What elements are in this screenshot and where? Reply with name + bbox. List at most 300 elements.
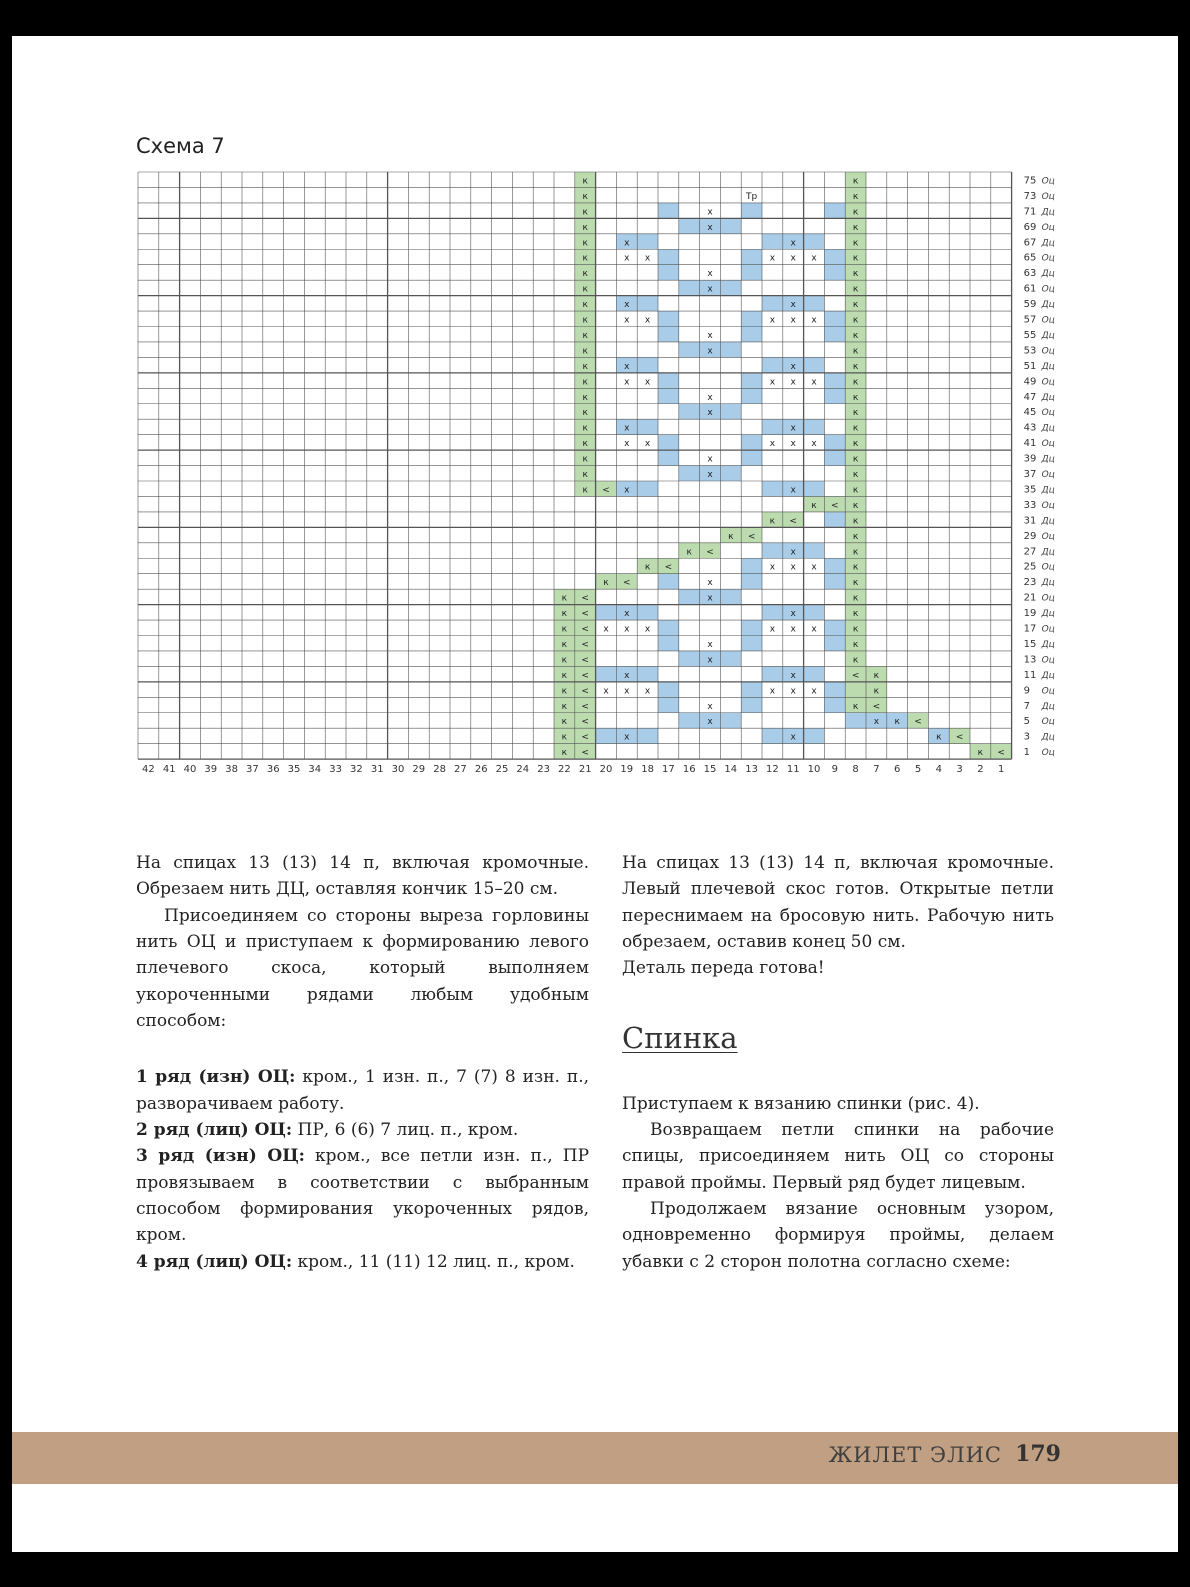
row-1-text: кром., 1 изн. п., 7 (7) 8 изн. п., разворачиваем работу. [136,1067,589,1114]
chart-column-label: 31 [370,764,384,776]
chart-symbol: x [790,670,796,681]
paragraph-shoulder-intro: Присоединяем со стороны выреза горловины нить ОЦ и приступаем к формированию левого плечевого скоса, который выполняем укороченными рядами любым удобным способом: [136,905,589,1032]
chart-column-label: 12 [766,764,779,776]
chart-symbol: к [852,176,859,187]
chart-symbol: < [872,701,881,712]
chart-row-number: 15 [1023,638,1037,650]
chart-cell-pattern [637,728,658,743]
chart-cell-pattern [804,419,825,434]
chart-symbol: к [852,253,859,264]
chart-column-label: 35 [287,764,301,776]
chart-symbol: к [561,593,568,604]
chart-symbol: x [644,624,651,635]
chart-cell-pattern [804,234,825,249]
chart-symbol: x [707,470,713,480]
chart-column-label: 10 [807,764,821,776]
row-instruction-2 [136,1117,589,1143]
chart-symbol: к [582,454,588,465]
chart-column-label: 32 [350,764,363,776]
chart-symbol: к [561,732,568,743]
chart-cell-pattern [762,605,783,620]
chart-column-label: 5 [914,764,922,776]
chart-symbol: < [581,655,589,666]
chart-symbol: к [852,578,859,589]
chart-symbol: к [561,609,568,620]
chart-symbol: < [581,701,589,712]
chart-symbol: к [561,639,568,650]
chart-cell-pattern [720,589,741,604]
chart-symbol: x [624,624,630,635]
chart-symbol: x [811,439,817,450]
chart-symbol: к [852,222,859,233]
chart-symbol: к [852,562,859,573]
chart-row-color-code: Оц [1041,748,1055,759]
chart-row-number: 71 [1023,206,1037,218]
chart-symbol: < [831,500,839,511]
chart-symbol: к [852,470,859,480]
chart-cell-pattern [658,373,679,388]
chart-row-number: 29 [1023,530,1037,542]
chart-row-color-code: Дц [1041,701,1055,712]
chart-symbol: к [852,439,859,450]
chart-cell-pattern [658,311,679,326]
chart-symbol: к [582,330,588,341]
chart-row-color-code: Оц [1041,176,1055,187]
chart-symbol: x [707,269,713,280]
chart-cell-pattern [762,728,783,743]
chart-symbol: x [644,253,651,264]
chart-cell-pattern [824,682,845,697]
chart-symbol: к [852,191,859,202]
chart-row-number: 57 [1023,314,1037,326]
chart-row-number: 75 [1023,175,1037,187]
chart-cell-pattern [762,357,783,372]
chart-symbol: < [851,670,860,681]
chart-cell-pattern [658,697,679,712]
chart-cell-pattern [658,265,679,280]
chart-row-color-code: Дц [1041,547,1055,558]
section-heading: Спинка [622,1020,738,1055]
chart-row-color-code: Дц [1041,300,1055,311]
chart-cell-pattern [596,666,617,681]
chart-symbol: x [603,624,609,635]
chart-symbol: x [790,361,796,372]
chart-symbol: к [852,361,859,372]
chart-symbol: < [664,562,673,573]
chart-row-color-code: Дц [1041,423,1055,434]
chart-cell-pattern [804,481,825,496]
chart-symbol: к [582,485,588,496]
chart-symbol: x [707,408,713,419]
chart-symbol: < [997,748,1005,759]
chart-column-label: 41 [162,764,176,776]
chart-cell-pattern [720,466,741,481]
chart-cell-pattern [679,342,700,357]
row-2-text: ПР, 6 (6) 7 лиц. п., кром. [292,1120,519,1141]
left-text-column [136,850,589,1275]
chart-symbol: к [561,655,568,666]
chart-row-number: 31 [1023,515,1037,527]
chart-cell-pattern [741,558,762,573]
chart-row-color-code: Оц [1041,253,1055,264]
chart-symbol: к [582,300,588,311]
chart-symbol: < [581,609,589,620]
chart-cell-pattern [720,404,741,419]
chart-cell-pattern [741,249,762,264]
chart-symbol: к [852,500,859,511]
chart-cell-pattern [679,589,700,604]
chart-symbol: x [790,485,796,496]
chart-cell-pattern [741,373,762,388]
chart-column-label: 6 [894,764,901,776]
chart-row-color-code: Оц [1041,655,1055,666]
chart-column-label: 29 [412,764,426,776]
chart-symbol: к [582,392,588,403]
chart-cell-pattern [824,203,845,218]
chart-column-label: 17 [662,764,675,776]
chart-symbol: x [707,578,713,589]
chart-column-label: 14 [724,764,738,776]
chart-cell-pattern [720,651,741,666]
chart-cell-pattern [658,636,679,651]
chart-symbol: к [852,423,859,434]
chart-symbol: x [624,315,630,326]
chart-symbol: < [623,578,631,589]
chart-cell-pattern [762,543,783,558]
chart-symbol: x [624,300,630,311]
chart-column-label: 23 [537,764,550,776]
chart-symbol: x [790,439,796,450]
chart-column-label: 22 [558,764,571,776]
chart-cell-pattern [824,620,845,635]
chart-cell-pattern [824,697,845,712]
chart-symbol: к [936,732,942,743]
chart-cell-pattern [658,620,679,635]
chart-symbol: к [852,269,859,280]
row-4-text: кром., 11 (11) 12 лиц. п., кром. [292,1251,575,1272]
chart-symbol: к [852,207,859,218]
chart-symbol: к [852,238,859,249]
chart-symbol: x [769,562,776,573]
chart-symbol: к [561,670,568,681]
chart-row-color-code: Оц [1041,284,1055,295]
chart-column-label: 39 [204,764,218,776]
chart-symbol: x [707,284,713,295]
chart-symbol: к [852,392,859,403]
chart-column-label: 38 [225,764,238,776]
paragraph-return-stitches: Возвращаем петли спинки на рабочие спицы, присоединяем нить ОЦ со стороны правой проймы. Первый ряд будет лицевым. [622,1120,1054,1193]
chart-row-color-code: Дц [1041,207,1055,218]
chart-column-label: 9 [831,764,838,776]
chart-cell-pattern [824,327,845,342]
chart-row-number: 39 [1023,453,1037,465]
chart-row-color-code: Оц [1041,593,1055,604]
chart-symbol: к [561,748,568,759]
chart-row-number: 27 [1023,546,1037,558]
chart-row-color-code: Оц [1041,531,1055,542]
chart-symbol: к [603,578,609,589]
chart-symbol: к [728,531,734,542]
chart-symbol: к [811,500,817,511]
chart-cell-pattern [658,327,679,342]
chart-cell-pattern [824,512,845,527]
chart-row-number: 3 [1023,731,1030,743]
chart-symbol: x [707,392,713,403]
chart-symbol: x [707,717,713,728]
chart-row-color-code: Оц [1041,562,1055,573]
chart-cell-pattern [741,697,762,712]
chart-symbol: x [790,238,796,249]
chart-column-label: 34 [308,764,322,776]
chart-row-number: 43 [1023,422,1037,434]
chart-symbol: < [955,732,964,743]
chart-row-color-code: Дц [1041,238,1055,249]
chart-symbol: к [582,361,588,372]
chart-column-label: 16 [682,764,696,776]
chart-row-number: 51 [1023,360,1037,372]
chart-cell-pattern [720,342,741,357]
chart-cell-pattern [741,388,762,403]
chart-symbol: x [790,562,796,573]
chart-column-label: 40 [183,764,197,776]
chart-cell-pattern [637,666,658,681]
chart-row-number: 35 [1023,484,1037,496]
chart-row-number: 53 [1023,345,1037,357]
chart-symbol: к [873,670,880,681]
chart-symbol: x [790,377,796,388]
chart-symbol: к [686,547,692,558]
chart-symbol: x [624,439,630,450]
chart-symbol: x [707,593,713,604]
chart-cell-pattern [741,620,762,635]
chart-column-label: 4 [935,764,942,776]
chart-symbol: x [624,609,630,620]
chart-cell-pattern [741,203,762,218]
chart-cell-pattern [720,218,741,233]
chart-symbol: x [707,346,713,357]
chart-row-number: 55 [1023,329,1037,341]
chart-symbol: x [790,624,796,635]
chart-symbol: к [852,485,859,496]
chart-row-color-code: Дц [1041,639,1055,650]
knitting-chart [12,36,1178,796]
chart-symbol: к [582,207,588,218]
chart-symbol: к [582,191,588,202]
chart-symbol: x [644,439,651,450]
chart-row-number: 33 [1023,499,1037,511]
row-instruction-3 [136,1143,589,1248]
chart-cell-pattern [679,713,700,728]
chart-symbol: < [581,639,589,650]
chart-symbol: < [914,717,922,728]
chart-cell-pattern [804,543,825,558]
chart-symbol: < [581,748,589,759]
chart-row-number: 73 [1023,190,1037,202]
chart-cell-pattern [824,265,845,280]
chart-row-color-code: Дц [1041,330,1055,341]
page-footer [12,1432,1178,1484]
chart-row-number: 5 [1023,716,1030,728]
chart-row-number: 19 [1023,608,1037,620]
chart-symbol: x [644,315,651,326]
chart-symbol: x [624,732,630,743]
chart-symbol: x [624,670,630,681]
chart-symbol: к [852,300,859,311]
chart-symbol: < [789,516,797,527]
paragraph-front-done: Деталь переда готова! [622,958,825,979]
row-instruction-1 [136,1064,589,1117]
chart-symbol: к [582,346,588,357]
chart-row-color-code: Дц [1041,609,1055,620]
chart-column-label: 33 [329,764,342,776]
chart-row-number: 47 [1023,391,1037,403]
chart-symbol: x [769,253,776,264]
scheme-title: Схема 7 [136,134,225,158]
chart-symbol: < [747,531,756,542]
chart-symbol: x [769,377,776,388]
chart-row-color-code: Дц [1041,732,1055,743]
chart-symbol: x [624,686,630,697]
chart-symbol: к [582,253,588,264]
chart-symbol: к [852,408,859,419]
chart-symbol: x [790,547,796,558]
chart-symbol: < [581,670,589,681]
chart-row-color-code: Оц [1041,222,1055,233]
chart-row-color-code: Оц [1041,346,1055,357]
chart-row-number: 21 [1023,592,1037,604]
chart-cell-pattern [658,388,679,403]
chart-cell-pattern [741,327,762,342]
row-1-label: 1 ряд (изн) ОЦ: [136,1067,296,1088]
chart-symbol: Тр [745,191,758,202]
chart-symbol: к [582,377,588,388]
chart-row-color-code: Дц [1041,454,1055,465]
chart-symbol: x [811,686,817,697]
chart-symbol: x [769,686,776,697]
chart-symbol: x [707,701,713,712]
chart-symbol: к [582,423,588,434]
paragraph-back-intro: Приступаем к вязанию спинки (рис. 4). [622,1093,980,1114]
chart-column-label: 24 [516,764,530,776]
chart-symbol: x [624,377,630,388]
chart-symbol: x [624,423,630,434]
chart-symbol: x [707,207,713,218]
chart-column-label: 19 [620,764,634,776]
chart-symbol: x [790,423,796,434]
chart-cell-pattern [762,666,783,681]
chart-column-label: 1 [998,764,1005,776]
chart-symbol: x [707,330,713,341]
chart-column-label: 25 [495,764,509,776]
chart-symbol: к [852,315,859,326]
chart-row-color-code: Оц [1041,470,1055,480]
chart-cell-pattern [658,682,679,697]
chart-column-label: 13 [745,764,758,776]
chart-symbol: x [769,315,776,326]
chart-cell-pattern [762,481,783,496]
chart-cell-pattern [596,605,617,620]
chart-symbol: < [581,624,589,635]
chart-column-label: 8 [852,764,859,776]
chart-symbol: x [624,253,630,264]
chart-row-number: 1 [1023,747,1030,759]
chart-cell-pattern [804,605,825,620]
right-text-column [622,850,1054,1275]
chart-symbol: к [561,624,568,635]
chart-row-color-code: Оц [1041,439,1055,450]
chart-symbol: к [582,284,588,295]
chart-symbol: к [582,439,588,450]
chart-symbol: к [852,624,859,635]
chart-row-color-code: Дц [1041,578,1055,589]
chart-symbol: x [644,686,651,697]
chart-symbol: к [644,562,651,573]
chart-symbol: к [582,315,588,326]
chart-cell-pattern [824,249,845,264]
chart-row-number: 65 [1023,252,1037,264]
paragraph-armholes: Продолжаем вязание основным узором, одновременно формируя проймы, делаем убавки с 2 сторон полотна согласно схеме: [622,1199,1054,1272]
chart-symbol: к [582,176,588,187]
chart-row-number: 37 [1023,469,1037,480]
chart-symbol: x [790,732,796,743]
chart-symbol: к [852,330,859,341]
chart-symbol: к [852,639,859,650]
chart-row-color-code: Оц [1041,624,1055,635]
chart-cell-pattern [824,450,845,465]
chart-cell-pattern [658,574,679,589]
row-3-text: кром., все петли изн. п., ПР провязываем в соответствии с выбранным способом формирования укороченных рядов, кром. [136,1146,590,1246]
chart-symbol: x [624,361,630,372]
chart-symbol: x [707,454,713,465]
chart-symbol: x [790,300,796,311]
chart-column-label: 27 [454,764,467,776]
chart-symbol: к [873,686,880,697]
chart-row-color-code: Дц [1041,485,1055,496]
chart-row-color-code: Оц [1041,686,1055,697]
chart-row-color-code: Дц [1041,361,1055,372]
chart-row-number: 49 [1023,376,1037,388]
chart-symbol: x [811,624,817,635]
chart-row-color-code: Оц [1041,408,1055,419]
chart-symbol: к [582,269,588,280]
paragraph-stitch-count-right: На спицах 13 (13) 14 п, включая кромочные. Левый плечевой скос готов. Открытые петли переснимаем на бросовую нить. Рабочую нить обрезаем, оставив конец 50 см. [622,853,1054,953]
chart-symbol: < [581,717,589,728]
chart-row-number: 67 [1023,237,1037,249]
chart-row-color-code: Дц [1041,670,1055,681]
chart-row-color-code: Оц [1041,717,1055,728]
chart-symbol: < [581,686,589,697]
book-page [12,36,1178,1552]
chart-row-color-code: Оц [1041,500,1055,511]
chart-cell-pattern [637,357,658,372]
chart-cell-pattern [824,373,845,388]
chart-symbol: x [624,485,630,496]
chart-symbol: к [561,701,568,712]
chart-cell-pattern [804,357,825,372]
chart-cell-edge [845,682,866,697]
chart-column-label: 2 [977,764,984,776]
chart-symbol: < [706,547,714,558]
chart-row-number: 41 [1023,438,1037,450]
chart-symbol: < [581,593,589,604]
row-instruction-4 [136,1249,589,1275]
chart-cell-pattern [637,481,658,496]
chart-column-label: 15 [703,764,717,776]
chart-cell-pattern [741,574,762,589]
chart-symbol: к [769,516,776,527]
row-4-label: 4 ряд (лиц) ОЦ: [136,1251,293,1272]
chart-cell-pattern [637,419,658,434]
